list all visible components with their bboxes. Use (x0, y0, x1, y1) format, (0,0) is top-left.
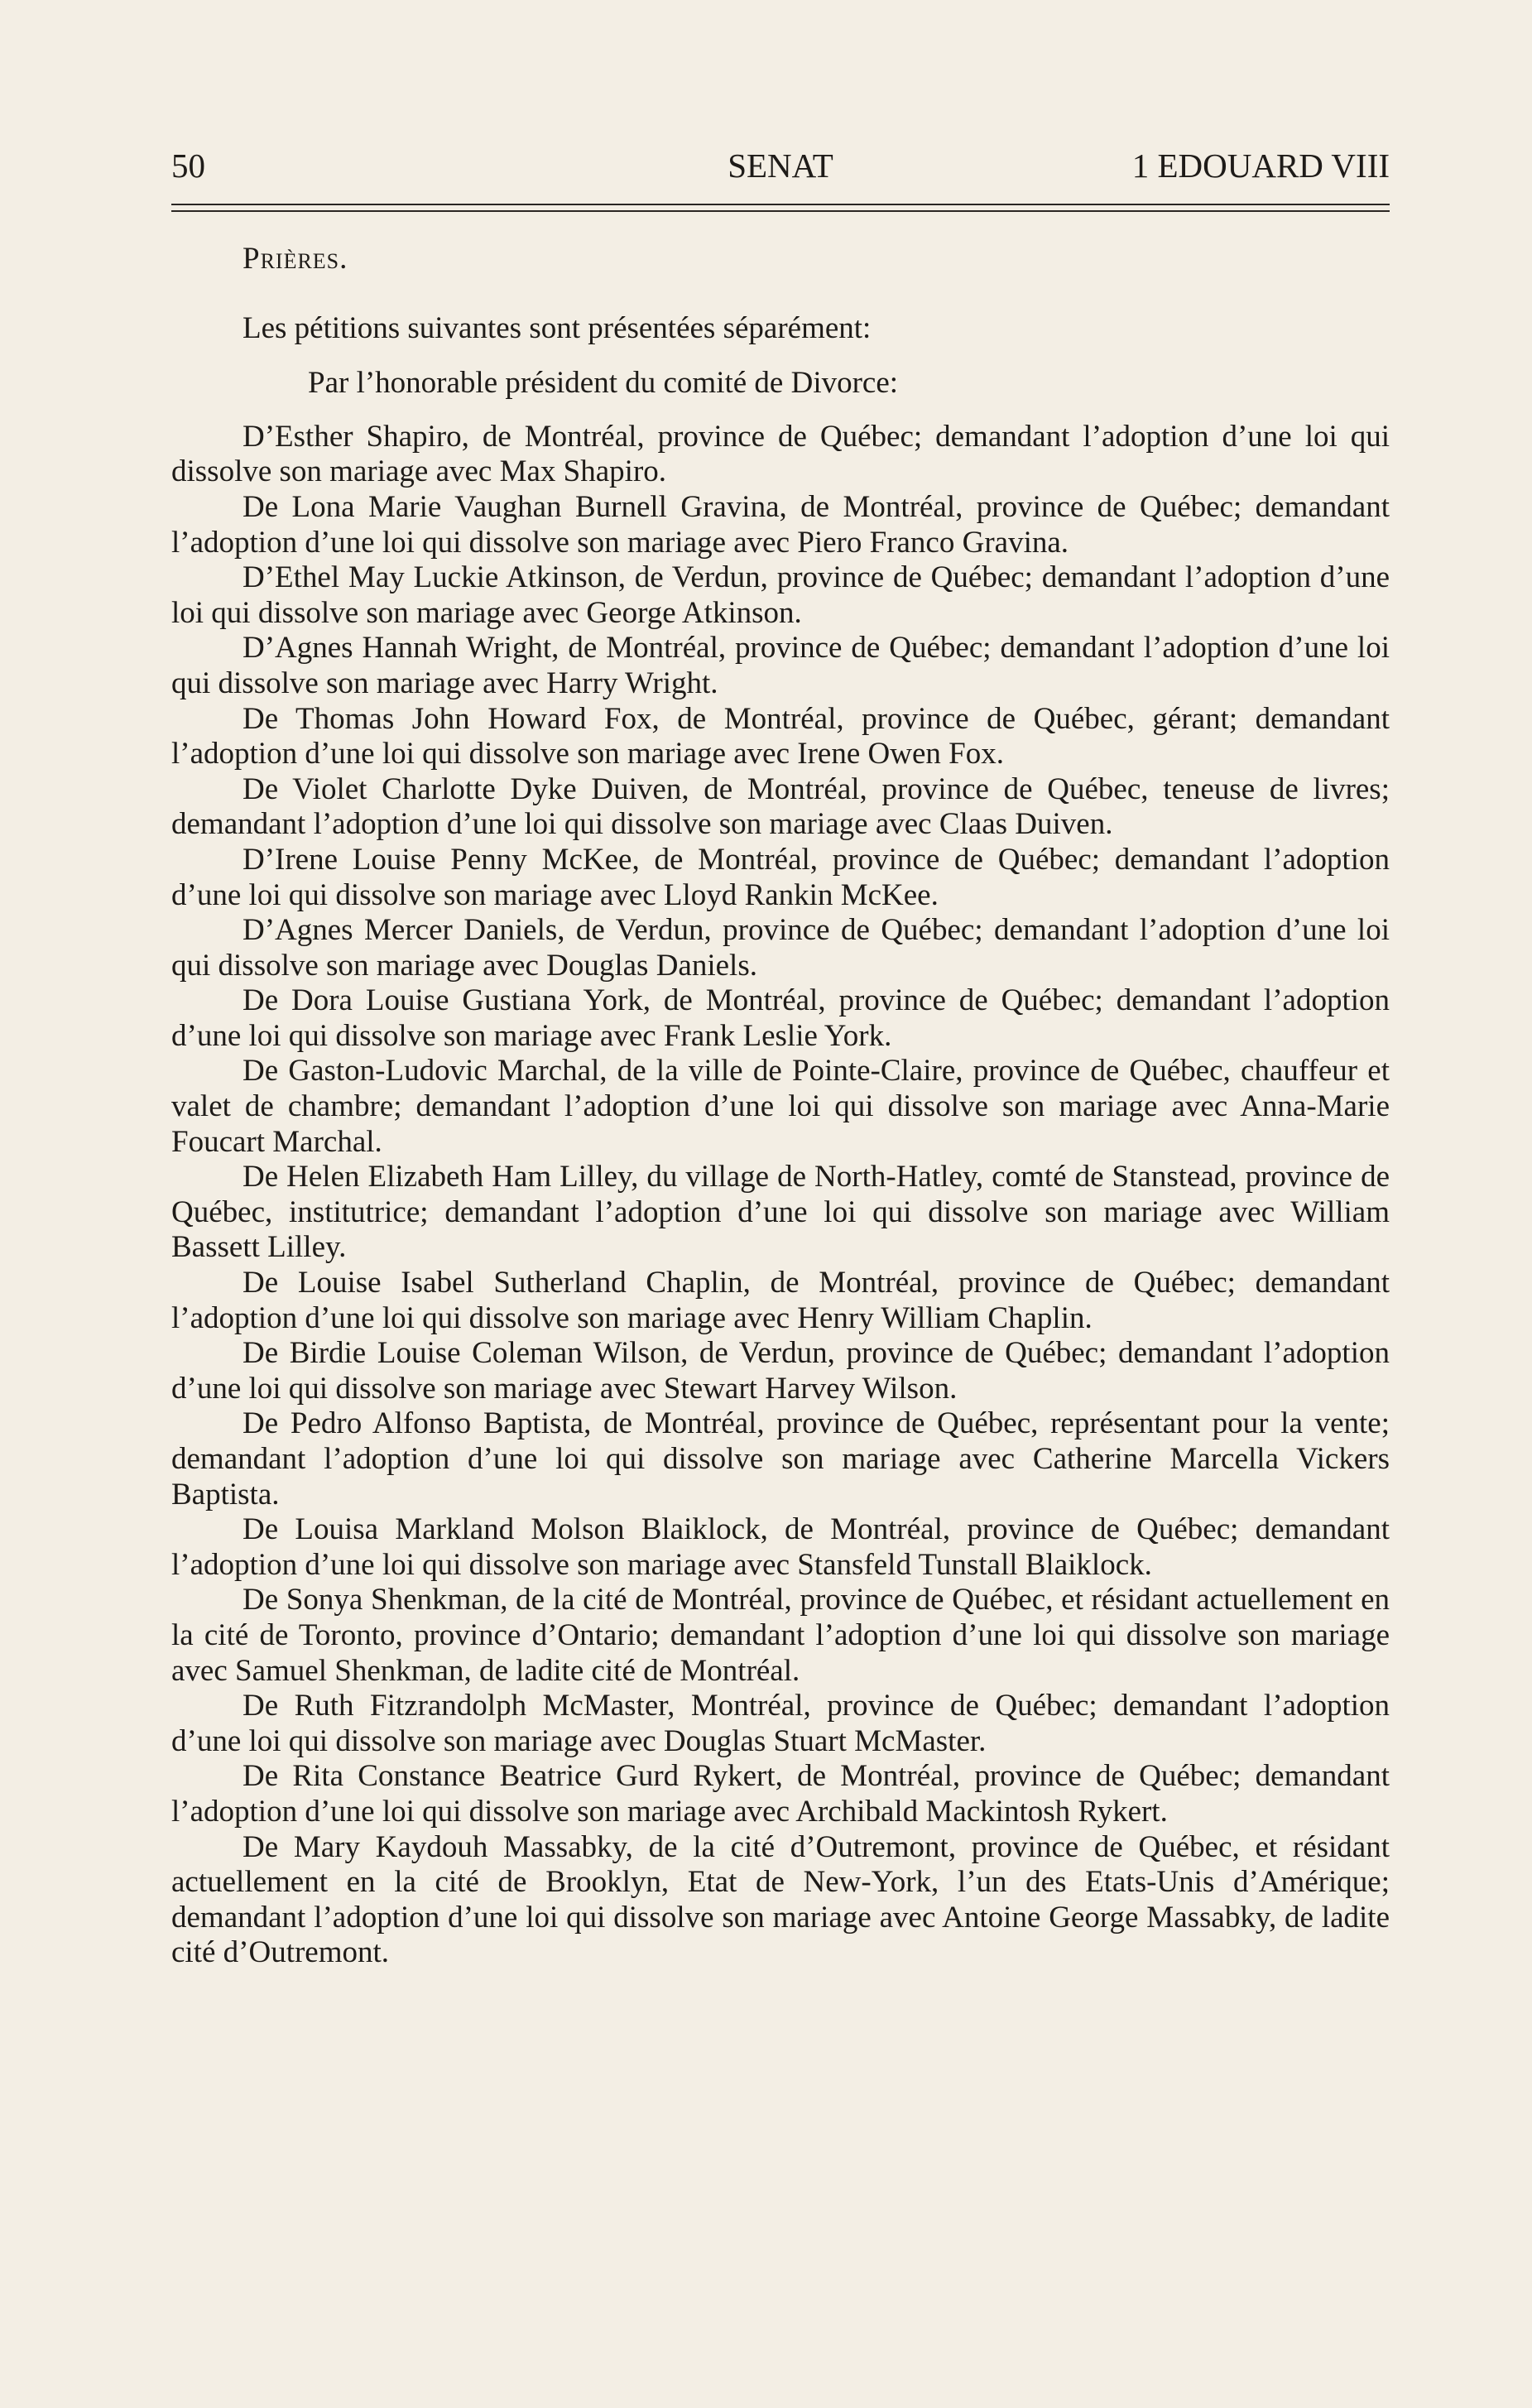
header-double-rule (171, 204, 1390, 212)
petition-paragraph: De Mary Kaydouh Massabky, de la cité d’Outremont, province de Québec, et résidant actuellement en la cité de Brooklyn, Etat de New-York, l’un des Etats-Unis d’Amérique; demandant l’adoption d’une loi qui dissolve son mariage avec Antoine George Massabky, de ladite cité d’Outremont. (171, 1829, 1390, 1970)
presenter-line: Par l’honorable président du comité de Divorce: (308, 366, 899, 401)
petition-paragraph: D’Agnes Hannah Wright, de Montréal, province de Québec; demandant l’adoption d’une loi qui dissolve son mariage avec Harry Wright. (171, 631, 1390, 700)
petition-paragraph: De Helen Elizabeth Ham Lilley, du village de North-Hatley, comté de Stanstead, province de Québec, institutrice; demandant l’adoption d’une loi qui dissolve son mariage avec William Bassett Lilley. (171, 1160, 1390, 1265)
petition-paragraph: D’Irene Louise Penny McKee, de Montréal, province de Québec; demandant l’adoption d’une loi qui dissolve son mariage avec Lloyd Rankin McKee. (171, 842, 1390, 912)
running-head (171, 141, 1390, 190)
section-heading: Prières. (243, 242, 348, 276)
page-number: 50 (171, 147, 205, 185)
petition-paragraph: De Rita Constance Beatrice Gurd Rykert, de Montréal, province de Québec; demandant l’adoption d’une loi qui dissolve son mariage avec Archibald Mackintosh Rykert. (171, 1759, 1390, 1829)
petition-paragraph: D’Agnes Mercer Daniels, de Verdun, province de Québec; demandant l’adoption d’une loi qui dissolve son mariage avec Douglas Daniels. (171, 913, 1390, 983)
regnal-year: 1 EDOUARD VIII (1131, 147, 1390, 185)
petition-paragraph: D’Ethel May Luckie Atkinson, de Verdun, province de Québec; demandant l’adoption d’une loi qui dissolve son mariage avec George Atkinson. (171, 560, 1390, 630)
intro-paragraph: Les pétitions suivantes sont présentées séparément: (243, 310, 872, 345)
petition-paragraph: De Louisa Markland Molson Blaiklock, de Montréal, province de Québec; demandant l’adoption d’une loi qui dissolve son mariage avec Stansfeld Tunstall Blaiklock. (171, 1512, 1390, 1582)
petition-paragraph: De Dora Louise Gustiana York, de Montréal, province de Québec; demandant l’adoption d’une loi qui dissolve son mariage avec Frank Leslie York. (171, 983, 1390, 1053)
petition-paragraph: De Lona Marie Vaughan Burnell Gravina, de Montréal, province de Québec; demandant l’adoption d’une loi qui dissolve son mariage avec Piero Franco Gravina. (171, 489, 1390, 560)
petition-paragraph: De Violet Charlotte Dyke Duiven, de Montréal, province de Québec, teneuse de livres; demandant l’adoption d’une loi qui dissolve son mariage avec Claas Duiven. (171, 771, 1390, 842)
journal-title: SENAT (728, 147, 833, 185)
petition-paragraph: De Sonya Shenkman, de la cité de Montréal, province de Québec, et résidant actuellement en la cité de Toronto, province d’Ontario; demandant l’adoption d’une loi qui dissolve son mariage avec Samuel Shenkman, de ladite cité de Montréal. (171, 1583, 1390, 1688)
petition-paragraph: De Gaston-Ludovic Marchal, de la ville de Pointe-Claire, province de Québec, chauffeur et valet de chambre; demandant l’adoption d’une loi qui dissolve son mariage avec Anna-Marie Foucart Marchal. (171, 1054, 1390, 1159)
petition-paragraph: De Pedro Alfonso Baptista, de Montréal, province de Québec, représentant pour la vente; demandant l’adoption d’une loi qui dissolve son mariage avec Catherine Marcella Vickers Baptista. (171, 1406, 1390, 1512)
petition-paragraph: De Ruth Fitzrandolph McMaster, Montréal, province de Québec; demandant l’adoption d’une loi qui dissolve son mariage avec Douglas Stuart McMaster. (171, 1689, 1390, 1758)
petition-paragraph: De Birdie Louise Coleman Wilson, de Verdun, province de Québec; demandant l’adoption d’une loi qui dissolve son mariage avec Stewart Harvey Wilson. (171, 1336, 1390, 1406)
petition-paragraph: De Louise Isabel Sutherland Chaplin, de Montréal, province de Québec; demandant l’adoption d’une loi qui dissolve son mariage avec Henry William Chaplin. (171, 1266, 1390, 1335)
body-text (171, 242, 1390, 1971)
petition-paragraph: De Thomas John Howard Fox, de Montréal, province de Québec, gérant; demandant l’adoption d’une loi qui dissolve son mariage avec Irene Owen Fox. (171, 701, 1390, 771)
petition-paragraph: D’Esther Shapiro, de Montréal, province de Québec; demandant l’adoption d’une loi qui dissolve son mariage avec Max Shapiro. (171, 419, 1390, 489)
